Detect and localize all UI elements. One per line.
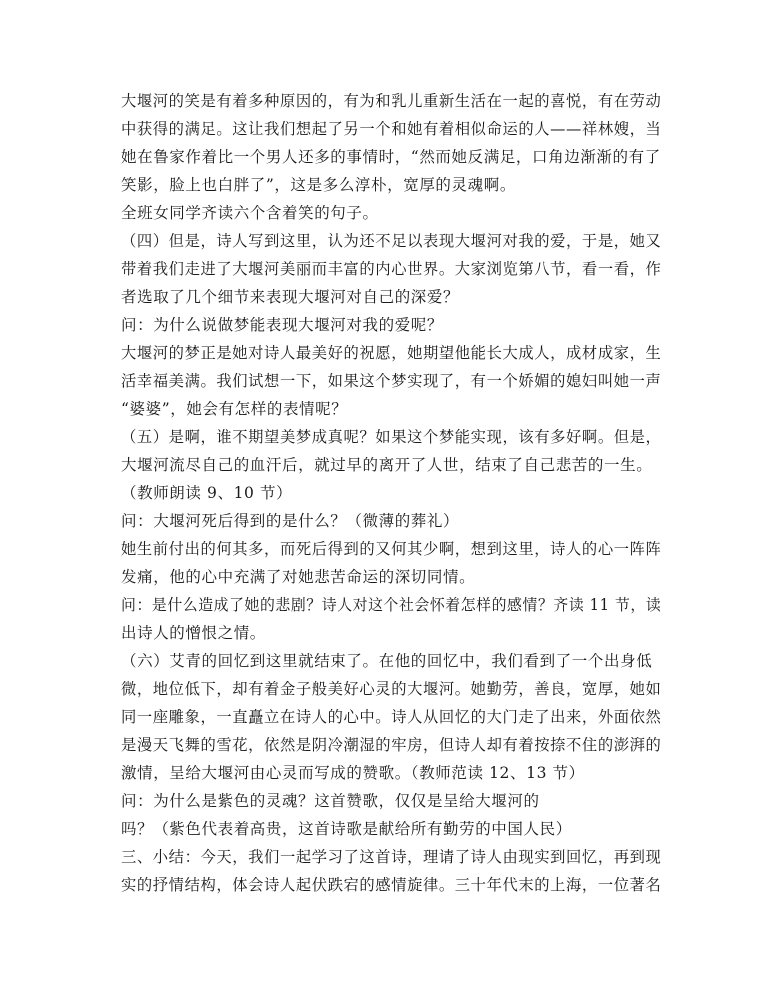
text-line: 激情，呈给大堰河由心灵而写成的赞歌。（教师范读 12、13 节） — [121, 764, 585, 782]
text-line: 她生前付出的何其多，而死后得到的又何其少啊，想到这里，诗人的心一阵阵 — [121, 540, 662, 558]
text-line: 大堰河的笑是有着多种原因的，有为和乳儿重新生活在一起的喜悦，有在劳动 — [121, 92, 662, 110]
text-line: 活幸福美满。我们试想一下，如果这个梦实现了，有一个娇媚的媳妇叫她一声 — [121, 372, 662, 390]
text-line: 吗？（紫色代表着高贵，这首诗歌是献给所有勤劳的中国人民） — [121, 820, 572, 838]
text-line: 问：是什么造成了她的悲剧？诗人对这个社会怀着怎样的感情？齐读 11 节，读 — [121, 596, 662, 614]
text-line: 问：大堰河死后得到的是什么？（微薄的葬礼） — [121, 512, 460, 530]
text-line: （五）是啊，谁不期望美梦成真呢？如果这个梦能实现，该有多好啊。但是， — [121, 428, 662, 446]
text-line: 带着我们走进了大堰河美丽而丰富的内心世界。大家浏览第八节，看一看，作 — [121, 260, 662, 278]
text-line: 三、小结：今天，我们一起学习了这首诗，理请了诗人由现实到回忆，再到现 — [121, 848, 662, 866]
text-line: 大堰河流尽自己的血汗后，就过早的离开了人世，结束了自己悲苦的一生。 — [121, 456, 653, 474]
text-line: 者选取了几个细节来表现大堰河对自己的深爱？ — [121, 288, 460, 306]
text-line: 问：为什么说做梦能表现大堰河对我的爱呢？ — [121, 316, 444, 334]
text-line: 笑影，脸上也白胖了”，这是多么淳朴，宽厚的灵魂啊。 — [121, 176, 516, 194]
text-line: 大堰河的梦正是她对诗人最美好的祝愿，她期望他能长大成人，成材成家，生 — [121, 344, 662, 362]
text-line: 全班女同学齐读六个含着笑的句子。 — [121, 204, 379, 222]
text-line: 她在鲁家作着比一个男人还多的事情时，“然而她反满足，口角边渐渐的有了 — [121, 148, 661, 166]
document-body — [121, 87, 661, 899]
text-line: 发痛，他的心中充满了对她悲苦命运的深切同情。 — [121, 568, 476, 586]
text-line: 微，地位低下，却有着金子般美好心灵的大堰河。她勤劳，善良，宽厚，她如 — [121, 680, 662, 698]
text-line: 实的抒情结构，体会诗人起伏跌宕的感情旋律。三十年代末的上海，一位著名 — [121, 876, 662, 894]
text-line: （四）但是，诗人写到这里，认为还不足以表现大堰河对我的爱，于是，她又 — [121, 232, 662, 250]
text-line: （教师朗读 9、10 节） — [121, 484, 293, 502]
text-line: 出诗人的憎恨之情。 — [121, 624, 266, 642]
text-line: 问：为什么是紫色的灵魂？这首赞歌，仅仅是呈给大堰河的 — [121, 792, 540, 810]
text-line: 同一座雕象，一直矗立在诗人的心中。诗人从回忆的大门走了出来，外面依然 — [121, 708, 662, 726]
text-line: “婆婆”，她会有怎样的表情呢？ — [121, 400, 348, 418]
text-line: （六）艾青的回忆到这里就结束了。在他的回忆中，我们看到了一个出身低 — [121, 652, 653, 670]
text-line: 是漫天飞舞的雪花，依然是阴冷潮湿的牢房，但诗人却有着按捺不住的澎湃的 — [121, 736, 662, 754]
text-line: 中获得的满足。这让我们想起了另一个和她有着相似命运的人——祥林嫂，当 — [121, 120, 662, 138]
